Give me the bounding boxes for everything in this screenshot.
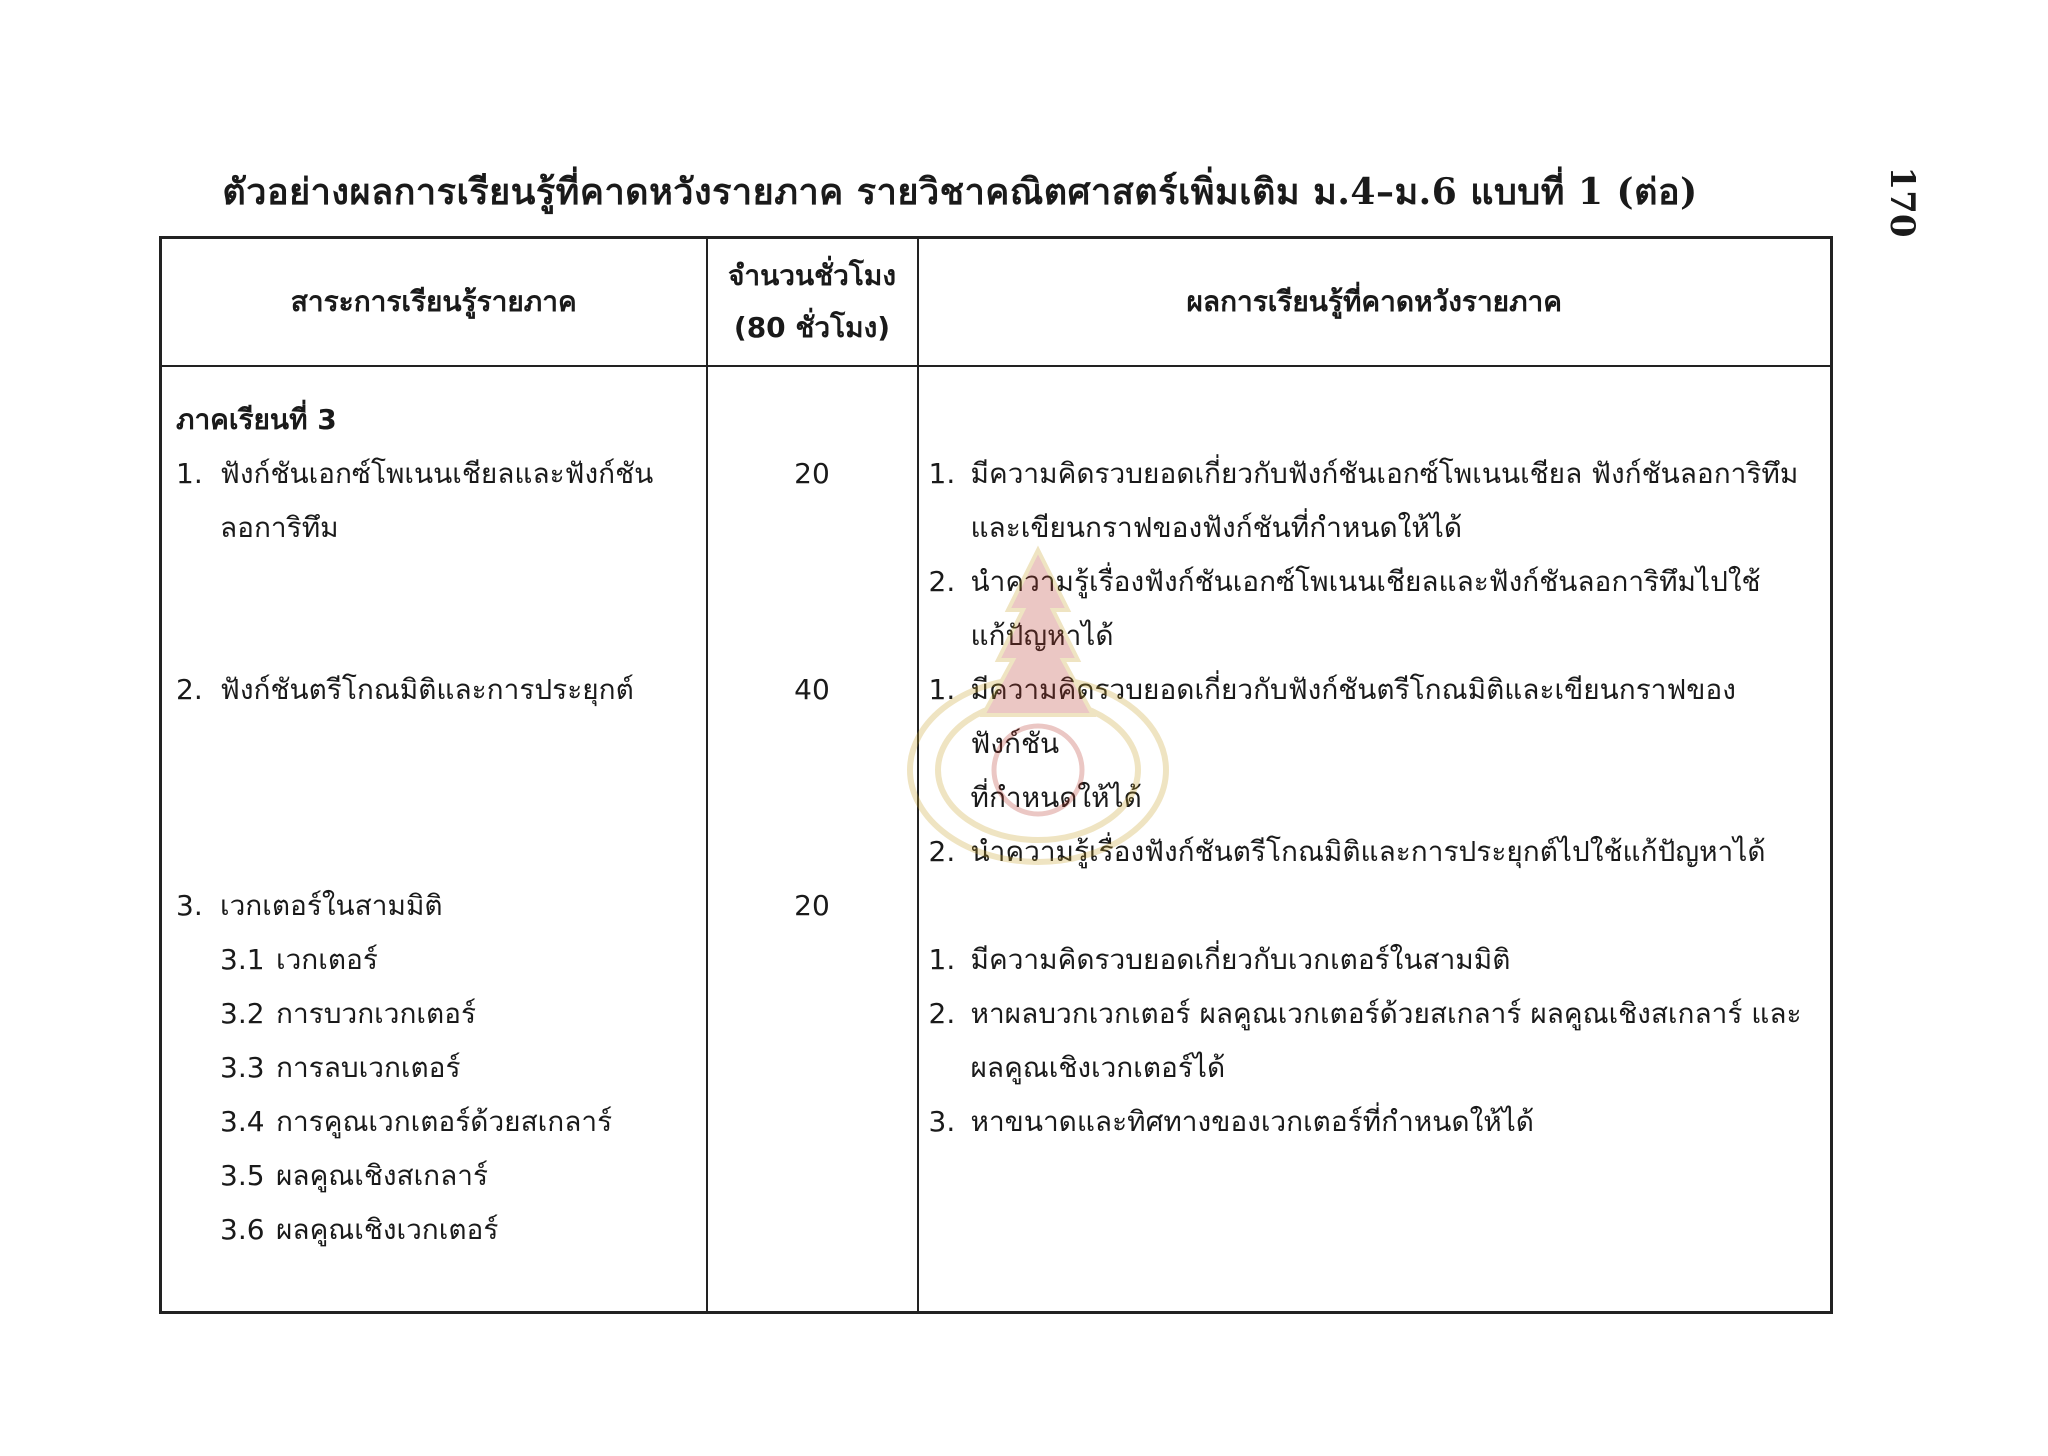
- topic-line: ฟังก์ชันเอกซ์โพเนนเชียลและฟังก์ชัน: [220, 457, 654, 490]
- table-row: [161, 366, 1832, 1313]
- outcome-number: 2.: [928, 565, 956, 598]
- outcome-line: นำความรู้เรื่องฟังก์ชันเอกซ์โพเนนเชียลและฟังก์ชันลอการิทึมไปใช้: [970, 565, 1761, 598]
- outcome-item: [929, 933, 1821, 987]
- topic-number: 2.: [176, 673, 203, 706]
- topic-3-hours: 20: [794, 889, 830, 922]
- subtopic-number: 3.4: [220, 1105, 265, 1138]
- outcomes-cell: [918, 366, 1832, 1313]
- outcome-line: มีความคิดรวบยอดเกี่ยวกับเวกเตอร์ในสามมิติ: [970, 943, 1511, 976]
- subtopic-label: ผลคูณเชิงเวกเตอร์: [276, 1213, 499, 1246]
- outcome-item: [929, 663, 1821, 825]
- topic-1-outcomes: [929, 447, 1821, 663]
- outcome-item: [929, 555, 1821, 663]
- topic-number: 3.: [176, 889, 203, 922]
- subtopic-number: 3.3: [220, 1051, 265, 1084]
- topic-1: [176, 447, 692, 555]
- topic-number: 1.: [176, 457, 203, 490]
- outcome-line: มีความคิดรวบยอดเกี่ยวกับฟังก์ชันตรีโกณมิติและเขียนกราฟของฟังก์ชัน: [970, 673, 1736, 760]
- outcome-line: และเขียนกราฟของฟังก์ชันที่กำหนดให้ได้: [970, 511, 1463, 544]
- outcome-line: มีความคิดรวบยอดเกี่ยวกับฟังก์ชันเอกซ์โพเนนเชียล ฟังก์ชันลอการิทึม: [970, 457, 1799, 490]
- outcome-number: 1.: [928, 943, 956, 976]
- outcome-line: หาขนาดและทิศทางของเวกเตอร์ที่กำหนดให้ได้: [970, 1105, 1534, 1138]
- semester-label: ภาคเรียนที่ 3: [176, 403, 337, 436]
- header-hours: [707, 238, 918, 367]
- topic-line: ลอการิทึม: [220, 511, 339, 544]
- subtopic-item: [176, 987, 692, 1041]
- outcome-line: แก้ปัญหาได้: [970, 619, 1114, 652]
- outcome-item: [929, 447, 1821, 555]
- subtopic-number: 3.1: [220, 943, 265, 976]
- outcome-number: 1.: [928, 673, 956, 706]
- subtopic-item: [176, 1149, 692, 1203]
- subtopic-item: [176, 1203, 692, 1257]
- outcome-item: [929, 987, 1821, 1095]
- subtopic-label: การบวกเวกเตอร์: [276, 997, 477, 1030]
- subtopic-item: [176, 1095, 692, 1149]
- outcome-item: [929, 1095, 1821, 1149]
- outcome-number: 3.: [928, 1105, 956, 1138]
- header-content: สาระการเรียนรู้รายภาค: [161, 238, 707, 367]
- hours-cell: [707, 366, 918, 1313]
- topic-2: [176, 663, 692, 717]
- outcome-item: [929, 825, 1821, 879]
- table-header-row: [161, 238, 1832, 367]
- topic-2-hours: 40: [794, 673, 830, 706]
- outcome-number: 2.: [928, 997, 956, 1030]
- topic-line: ฟังก์ชันตรีโกณมิติและการประยุกต์: [220, 673, 634, 706]
- page-number: 170: [1882, 166, 1922, 238]
- subtopic-label: การลบเวกเตอร์: [276, 1051, 461, 1084]
- outcome-number: 2.: [928, 835, 956, 868]
- outcome-line: ที่กำหนดให้ได้: [970, 781, 1142, 814]
- header-outcomes: ผลการเรียนรู้ที่คาดหวังรายภาค: [918, 238, 1832, 367]
- header-hours-line1: จำนวนชั่วโมง: [727, 259, 897, 292]
- outcome-number: 1.: [928, 457, 956, 490]
- outcomes-table: [159, 236, 1833, 1314]
- topic-3-outcomes: [929, 933, 1821, 1149]
- subtopic-label: เวกเตอร์: [276, 943, 378, 976]
- outcome-line: ผลคูณเชิงเวกเตอร์ได้: [970, 1051, 1226, 1084]
- subtopic-number: 3.6: [220, 1213, 265, 1246]
- header-hours-line2: (80 ชั่วโมง): [733, 311, 891, 344]
- subtopic-item: [176, 1041, 692, 1095]
- content-cell: [161, 366, 707, 1313]
- subtopic-label: การคูณเวกเตอร์ด้วยสเกลาร์: [276, 1105, 613, 1138]
- topic-2-outcomes: [929, 663, 1821, 879]
- topic-3: [176, 879, 692, 1257]
- subtopic-number: 3.2: [220, 997, 265, 1030]
- subtopic-number: 3.5: [220, 1159, 265, 1192]
- page-title: ตัวอย่างผลการเรียนรู้ที่คาดหวังรายภาค รายวิชาคณิตศาสตร์เพิ่มเติม ม.4–ม.6 แบบที่ 1 (ต่อ): [222, 171, 1698, 213]
- topic-line: เวกเตอร์ในสามมิติ: [220, 889, 443, 922]
- outcome-line: หาผลบวกเวกเตอร์ ผลคูณเวกเตอร์ด้วยสเกลาร์ ผลคูณเชิงสเกลาร์ และ: [970, 997, 1802, 1030]
- outcome-line: นำความรู้เรื่องฟังก์ชันตรีโกณมิติและการประยุกต์ไปใช้แก้ปัญหาได้: [970, 835, 1766, 868]
- subtopic-label: ผลคูณเชิงสเกลาร์: [276, 1159, 489, 1192]
- subtopic-item: [176, 933, 692, 987]
- topic-1-hours: 20: [794, 457, 830, 490]
